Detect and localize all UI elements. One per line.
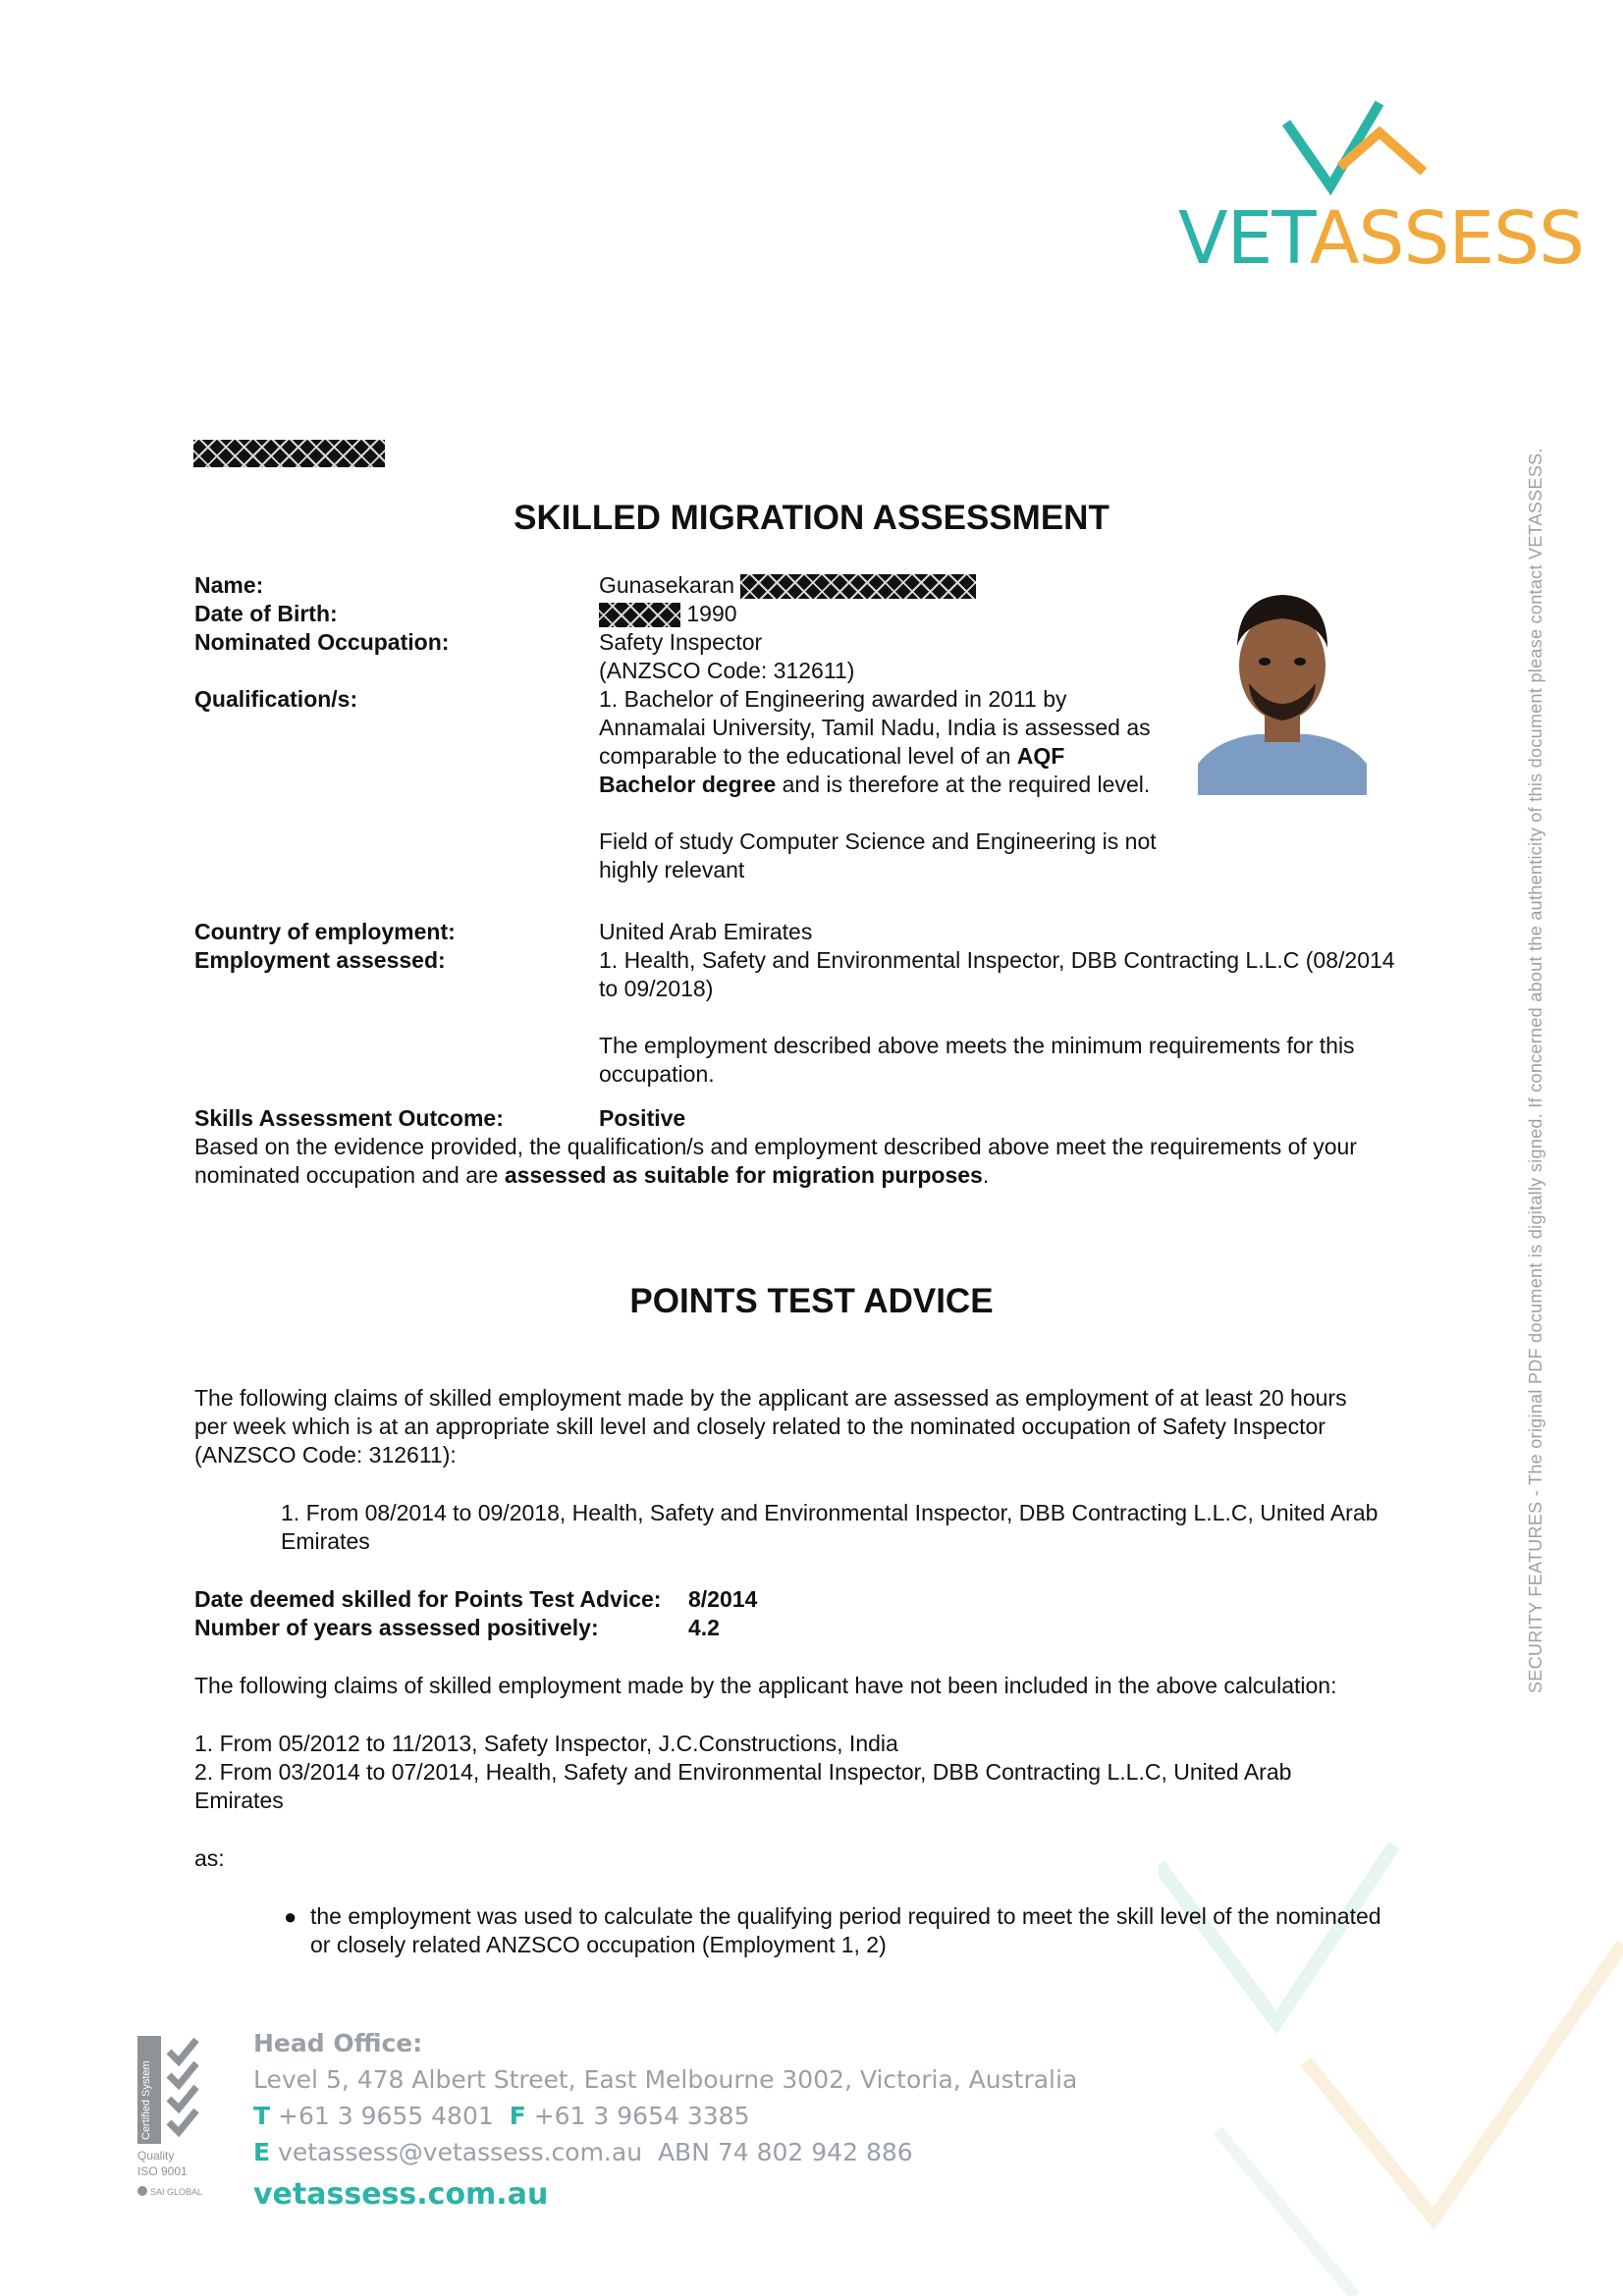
aqf-bold: AQF bbox=[1016, 743, 1065, 769]
points-heading: POINTS TEST ADVICE bbox=[629, 1282, 994, 1320]
badge-iso-text: ISO 9001 bbox=[137, 2164, 188, 2178]
claim-line-2: Emirates bbox=[281, 1528, 370, 1554]
dob-value bbox=[599, 600, 737, 628]
watermark-chevron-graphic bbox=[1159, 1806, 1623, 2296]
head-office-address: Level 5, 478 Albert Street, East Melbourne 3002, Victoria, Australia bbox=[253, 2065, 1078, 2094]
occupation-value: Safety Inspector bbox=[599, 629, 763, 655]
excluded-intro: The following claims of skilled employment made by the applicant have not been included in the above calculation: bbox=[194, 1673, 1337, 1698]
phone-label: T bbox=[253, 2102, 271, 2130]
basis-line-1: Based on the evidence provided, the qualification/s and employment described above meet the requirements of your bbox=[194, 1134, 1357, 1159]
points-intro-line-1: The following claims of skilled employment made by the applicant are assessed as employment of at least 20 hours bbox=[194, 1385, 1347, 1411]
head-office-label: Head Office: bbox=[253, 2029, 423, 2057]
country-value: United Arab Emirates bbox=[599, 919, 813, 944]
website-link[interactable]: vetassess.com.au bbox=[253, 2177, 549, 2212]
birth-year: 1990 bbox=[686, 601, 737, 626]
vetassess-logo-text: VETASSESS bbox=[1178, 196, 1585, 281]
claim-line-1: 1. From 08/2014 to 09/2018, Health, Safety and Environmental Inspector, DBB Contracting L.L.C, United Arab bbox=[281, 1500, 1379, 1525]
anzsco-code: (ANZSCO Code: 312611) bbox=[599, 658, 855, 683]
employment-line-1: 1. Health, Safety and Environmental Inspector, DBB Contracting L.L.C (08/2014 bbox=[599, 947, 1395, 973]
deemed-value: 8/2014 bbox=[688, 1586, 758, 1612]
reason-line-2: or closely related ANZSCO occupation (Employment 1, 2) bbox=[310, 1932, 887, 1957]
outcome-value: Positive bbox=[599, 1105, 686, 1131]
fax-number: +61 3 9654 3385 bbox=[533, 2102, 750, 2130]
first-name: Gunasekaran bbox=[599, 572, 735, 598]
phone-number: +61 3 9655 4801 bbox=[278, 2102, 494, 2130]
quality-certification-badge bbox=[135, 2034, 214, 2201]
excluded-item-1: 1. From 05/2012 to 11/2013, Safety Inspector, J.C.Constructions, India bbox=[194, 1731, 898, 1756]
bachelor-degree-bold: Bachelor degree bbox=[599, 772, 777, 797]
name-label: Name: bbox=[194, 572, 264, 598]
suitable-bold: assessed as suitable for migration purposes bbox=[504, 1162, 983, 1188]
points-intro-line-2: per week which is at an appropriate skill level and closely related to the nominated occupation of Safety Inspector bbox=[194, 1414, 1325, 1439]
qualification-line-1: 1. Bachelor of Engineering awarded in 2011 by bbox=[599, 686, 1067, 712]
email-label: E bbox=[253, 2138, 271, 2166]
employment-label: Employment assessed: bbox=[194, 947, 446, 973]
fax-label: F bbox=[509, 2102, 526, 2130]
basis-period: . bbox=[982, 1162, 990, 1188]
employment-line-2: to 09/2018) bbox=[599, 976, 714, 1001]
footer-contact bbox=[253, 2025, 1077, 2213]
dob-label: Date of Birth: bbox=[194, 601, 338, 626]
applicant-photo bbox=[1198, 567, 1367, 795]
years-label: Number of years assessed positively: bbox=[194, 1615, 599, 1640]
bullet-icon: ● bbox=[284, 1904, 298, 1929]
qualification-text: comparable to the educational level of an bbox=[599, 743, 1017, 769]
name-value bbox=[599, 571, 976, 600]
field-of-study-line-2: highly relevant bbox=[599, 857, 745, 882]
email-abn-line bbox=[253, 2134, 1077, 2170]
outcome-label: Skills Assessment Outcome: bbox=[194, 1105, 504, 1131]
qualification-line-4 bbox=[599, 771, 1150, 799]
badge-certified-text: Certified System bbox=[140, 2060, 152, 2140]
qualification-label: Qualification/s: bbox=[194, 686, 358, 712]
excluded-item-2-line-1: 2. From 03/2014 to 07/2014, Health, Safety and Environmental Inspector, DBB Contracting L.L.C, United Arab bbox=[194, 1759, 1292, 1785]
occupation-label: Nominated Occupation: bbox=[194, 629, 450, 655]
badge-global-text: SAI GLOBAL bbox=[150, 2187, 203, 2197]
field-of-study-line-1: Field of study Computer Science and Engineering is not bbox=[599, 828, 1157, 854]
security-features-note: SECURITY FEATURES - The original PDF document is digitally signed. If concerned about the authenticity of this document please contact VETASSESS. bbox=[1526, 448, 1545, 1693]
qualification-line-2: Annamalai University, Tamil Nadu, India is assessed as bbox=[599, 715, 1151, 740]
assessment-heading: SKILLED MIGRATION ASSESSMENT bbox=[514, 499, 1109, 537]
qualification-line-3 bbox=[599, 742, 1064, 771]
years-value: 4.2 bbox=[688, 1615, 720, 1640]
as-label: as: bbox=[194, 1845, 225, 1871]
basis-text: nominated occupation and are bbox=[194, 1162, 505, 1188]
deemed-label: Date deemed skilled for Points Test Advice: bbox=[194, 1586, 662, 1612]
points-intro-line-3: (ANZSCO Code: 312611): bbox=[194, 1442, 457, 1468]
redacted-surname bbox=[740, 574, 976, 599]
excluded-item-2-line-2: Emirates bbox=[194, 1788, 284, 1813]
reason-line-1: the employment was used to calculate the qualifying period required to meet the skill level of the nominated bbox=[310, 1903, 1381, 1929]
redacted-reference bbox=[193, 440, 385, 467]
abn-number: ABN 74 802 942 886 bbox=[657, 2138, 913, 2166]
badge-quality-text: Quality bbox=[137, 2149, 175, 2163]
employment-meets-line-2: occupation. bbox=[599, 1061, 715, 1087]
basis-line-2 bbox=[194, 1161, 989, 1190]
email-address[interactable]: vetassess@vetassess.com.au bbox=[278, 2138, 643, 2166]
employment-meets-line-1: The employment described above meets the minimum requirements for this bbox=[599, 1033, 1355, 1058]
redacted-birth-date bbox=[599, 603, 680, 627]
phone-fax-line bbox=[253, 2098, 1077, 2134]
qualification-text: and is therefore at the required level. bbox=[776, 772, 1151, 797]
vetassess-logo-icon bbox=[1276, 93, 1434, 201]
country-label: Country of employment: bbox=[194, 919, 456, 944]
